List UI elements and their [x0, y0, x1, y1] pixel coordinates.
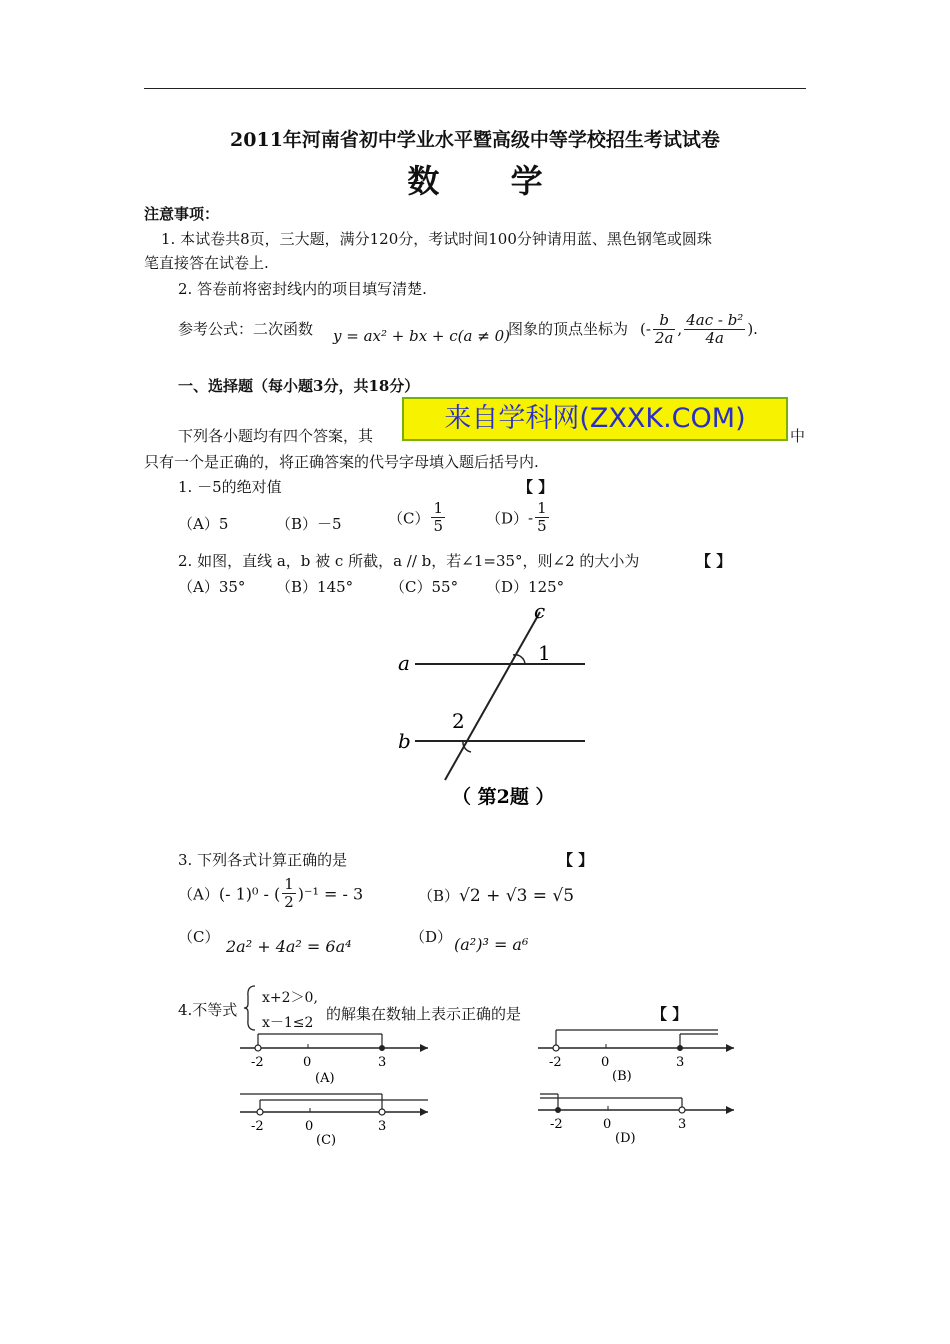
- q1-answer-bracket[interactable]: 【 】: [518, 478, 554, 496]
- option-label-d: (D): [615, 1131, 636, 1146]
- tick-0: 0: [303, 1055, 312, 1070]
- vertex-formula: (- $\frac{b}{2a}$ , $\frac{\text{4ac - b²}}{4a}$ ).: [640, 311, 758, 348]
- option-label-a: (A): [315, 1071, 335, 1086]
- svg-text:3: 3: [676, 1055, 685, 1070]
- notes-heading: 注意事项：: [144, 205, 220, 223]
- watermark-banner: 来自学科网(ZXXK.COM): [402, 397, 788, 441]
- subject-title: 数 学: [407, 162, 543, 200]
- q2-stem: 2. 如图，直线 a，b 被 c 所截，a // b，若∠1=35°，则∠2 的大小为: [178, 552, 640, 570]
- q4-option-c-numberline[interactable]: [232, 1090, 432, 1150]
- q4-stem-prefix: 4.不等式: [178, 1001, 238, 1019]
- q3-option-d-label[interactable]: （D）: [410, 928, 453, 946]
- line-c: [445, 612, 540, 780]
- svg-text:0: 0: [305, 1119, 314, 1134]
- svg-text:3: 3: [378, 1119, 387, 1134]
- label-c: c: [534, 600, 546, 623]
- label-angle-2: 2: [452, 709, 465, 733]
- notes-item1-line2: 笔直接答在试卷上.: [144, 254, 269, 272]
- quadratic-function: y = ax² + bx + c(a ≠ 0): [333, 327, 510, 345]
- q4-answer-bracket[interactable]: 【 】: [652, 1005, 688, 1023]
- svg-text:0: 0: [603, 1117, 612, 1132]
- q3-option-c[interactable]: 2a² + 4a² = 6a⁴: [226, 937, 352, 956]
- q4-system-brace: [243, 984, 257, 1032]
- q1-option-c[interactable]: （C） $\frac{1}{5}$: [388, 499, 444, 536]
- q1-option-d[interactable]: （D）- $\frac{1}{5}$: [486, 499, 547, 536]
- q3-answer-bracket[interactable]: 【 】: [558, 851, 594, 869]
- q3-option-a[interactable]: （A）(- 1)⁰ - ( $\frac{1}{2}$ )⁻¹ = - 3: [178, 875, 364, 912]
- q3-stem: 3. 下列各式计算正确的是: [178, 851, 348, 869]
- q1-option-a[interactable]: （A）5: [178, 515, 229, 533]
- label-a: a: [398, 651, 410, 675]
- notes-item2: 2. 答卷前将密封线内的项目填写清楚.: [178, 280, 427, 298]
- tick-3: 3: [378, 1055, 387, 1070]
- q4-inequality-2: x－1≤2: [262, 1015, 314, 1031]
- vertex-x-fraction: $\frac{b}{2a}$: [654, 311, 674, 348]
- q2-figure: [380, 600, 610, 815]
- svg-text:-2: -2: [549, 1055, 562, 1070]
- svg-text:-2: -2: [550, 1117, 563, 1132]
- svg-text:-2: -2: [251, 1119, 264, 1134]
- q3-option-c-label[interactable]: （C）: [178, 928, 220, 946]
- q4-option-d-numberline[interactable]: [530, 1090, 740, 1150]
- tick-neg2: -2: [251, 1055, 264, 1070]
- formula-prefix: 参考公式：二次函数: [178, 320, 314, 338]
- option-label-c: (C): [316, 1133, 337, 1148]
- label-b: b: [398, 729, 411, 753]
- q1-stem: 1. －5的绝对值: [178, 478, 282, 496]
- q2-option-b[interactable]: （B）145°: [276, 578, 354, 596]
- svg-text:3: 3: [678, 1117, 687, 1132]
- notes-item1-line1: 1. 本试卷共8页，三大题，满分120分，考试时间100分钟请用蓝、黑色钢笔或圆珠: [161, 230, 712, 248]
- vertex-y-fraction: $\frac{\text{4ac - b²}}{4a}$: [686, 311, 744, 348]
- label-angle-1: 1: [538, 641, 551, 665]
- formula-mid: 图象的顶点坐标为: [508, 320, 629, 338]
- q1-option-b[interactable]: （B）－5: [276, 515, 342, 533]
- section1-intro-line1: 下列各小题均有四个答案，其: [178, 427, 374, 445]
- option-label-b: (B): [612, 1069, 632, 1084]
- svg-text:0: 0: [601, 1055, 610, 1070]
- q2-option-c[interactable]: （C）55°: [390, 578, 459, 596]
- figure-caption: （ 第2题 ）: [452, 786, 555, 808]
- section1-intro-line1-end: 中: [790, 427, 806, 445]
- exam-title: 2011年河南省初中学业水平暨高级中等学校招生考试试卷: [230, 129, 720, 151]
- q4-option-b-numberline[interactable]: [530, 1022, 740, 1086]
- q3-option-d[interactable]: (a²)³ = a⁶: [454, 935, 529, 954]
- q4-option-a-numberline[interactable]: [232, 1026, 432, 1088]
- q2-answer-bracket[interactable]: 【 】: [696, 552, 732, 570]
- q4-stem-suffix: 的解集在数轴上表示正确的是: [326, 1005, 522, 1023]
- q2-option-a[interactable]: （A）35°: [178, 578, 246, 596]
- section1-intro-line2: 只有一个是正确的，将正确答案的代号字母填入题后括号内.: [144, 453, 539, 471]
- top-rule: [144, 88, 806, 89]
- q2-option-d[interactable]: （D）125°: [486, 578, 565, 596]
- q3-option-b[interactable]: （B）√2 + √3 = √5: [418, 886, 575, 906]
- section1-heading: 一、选择题（每小题3分，共18分）: [178, 377, 420, 395]
- q4-inequality-1: x+2＞0,: [262, 990, 318, 1006]
